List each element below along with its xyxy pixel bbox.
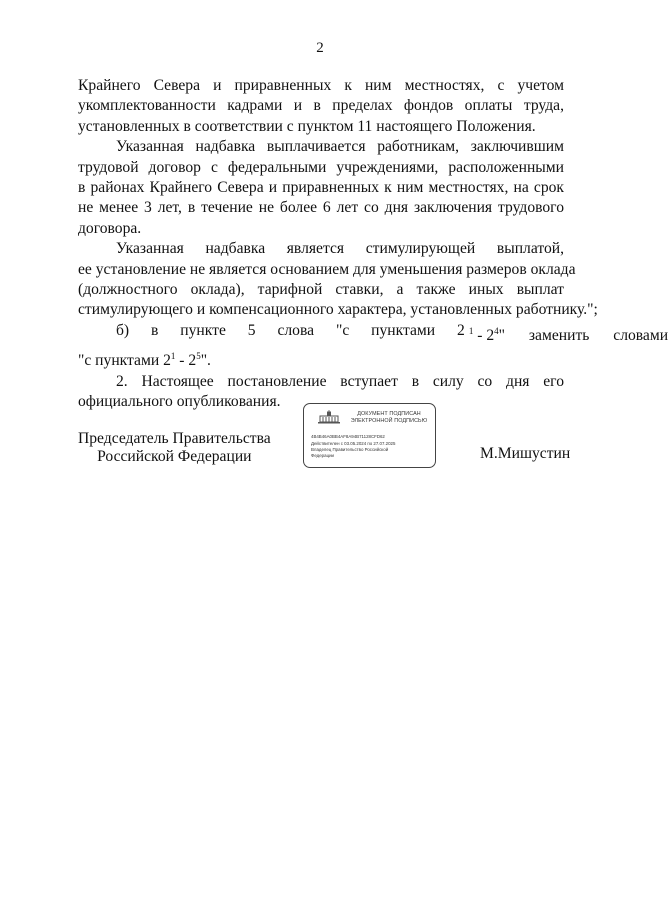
text-line: трудовой договор с федеральными учреждениями, расположенными (78, 158, 564, 176)
text-line: Крайнего Севера и приравненных к ним местностях, с учетом (78, 77, 564, 94)
stamp-owner: Федерации (311, 453, 334, 458)
text-line: стимулирующего и компенсационного характера, установленных работнику."; (78, 301, 598, 319)
government-building-icon (317, 410, 341, 424)
signatory-title-line: Российской Федерации (97, 448, 252, 465)
electronic-signature-stamp (303, 403, 436, 468)
signatory-name: М.Мишустин (480, 445, 571, 462)
text-line: ее установление не является основанием для уменьшения размеров оклада (78, 260, 576, 278)
document-body (78, 76, 668, 413)
page-number: 2 (316, 40, 324, 56)
text-line: установленных в соответствии с пунктом 11 настоящего Положения. (78, 117, 536, 135)
text-line: официального опубликования. (78, 393, 281, 411)
text-line: (должностного оклада), тарифной ставки, а также иных выплат (78, 281, 564, 299)
text-line: "с пунктами $2^1 - 2^5$". (78, 351, 211, 370)
stamp-title: ДОКУМЕНТ ПОДПИСАН ЭЛЕКТРОННОЙ ПОДПИСЬЮ (350, 411, 428, 425)
amend-superscript-range: $^1 - 2^4$" заменить словами (468, 325, 668, 345)
amend-words: б) в пункте 5 слова "с пунктами 2 (116, 321, 465, 339)
stamp-owner: Владелец Правительство Российской (311, 447, 389, 452)
stamp-validity: Действителен с 03.05.2024 по 27.07.2025 (311, 441, 396, 446)
text-line-amendment (78, 321, 668, 347)
text-line: 2. Настоящее постановление вступает в силу со дня его (116, 373, 564, 391)
signatory-title (78, 430, 271, 466)
text-line: Указанная надбавка является стимулирующей выплатой, (116, 240, 564, 258)
text-line: договора. (78, 219, 142, 237)
text-line: в районах Крайнего Севера и приравненных к ним местностях, на срок (78, 179, 564, 197)
signatory-title-line: Председатель Правительства (78, 430, 271, 447)
text-line: не менее 3 лет, в течение не более 6 лет со дня заключения трудового (78, 199, 564, 217)
stamp-certificate: 4B4B46A0BB4AF8A94B71128CFD62 (311, 434, 385, 439)
text-line: укомплектованности кадрами и в пределах фондов оплаты труда, (78, 97, 564, 115)
text-line: Указанная надбавка выплачивается работникам, заключившим (116, 138, 564, 156)
